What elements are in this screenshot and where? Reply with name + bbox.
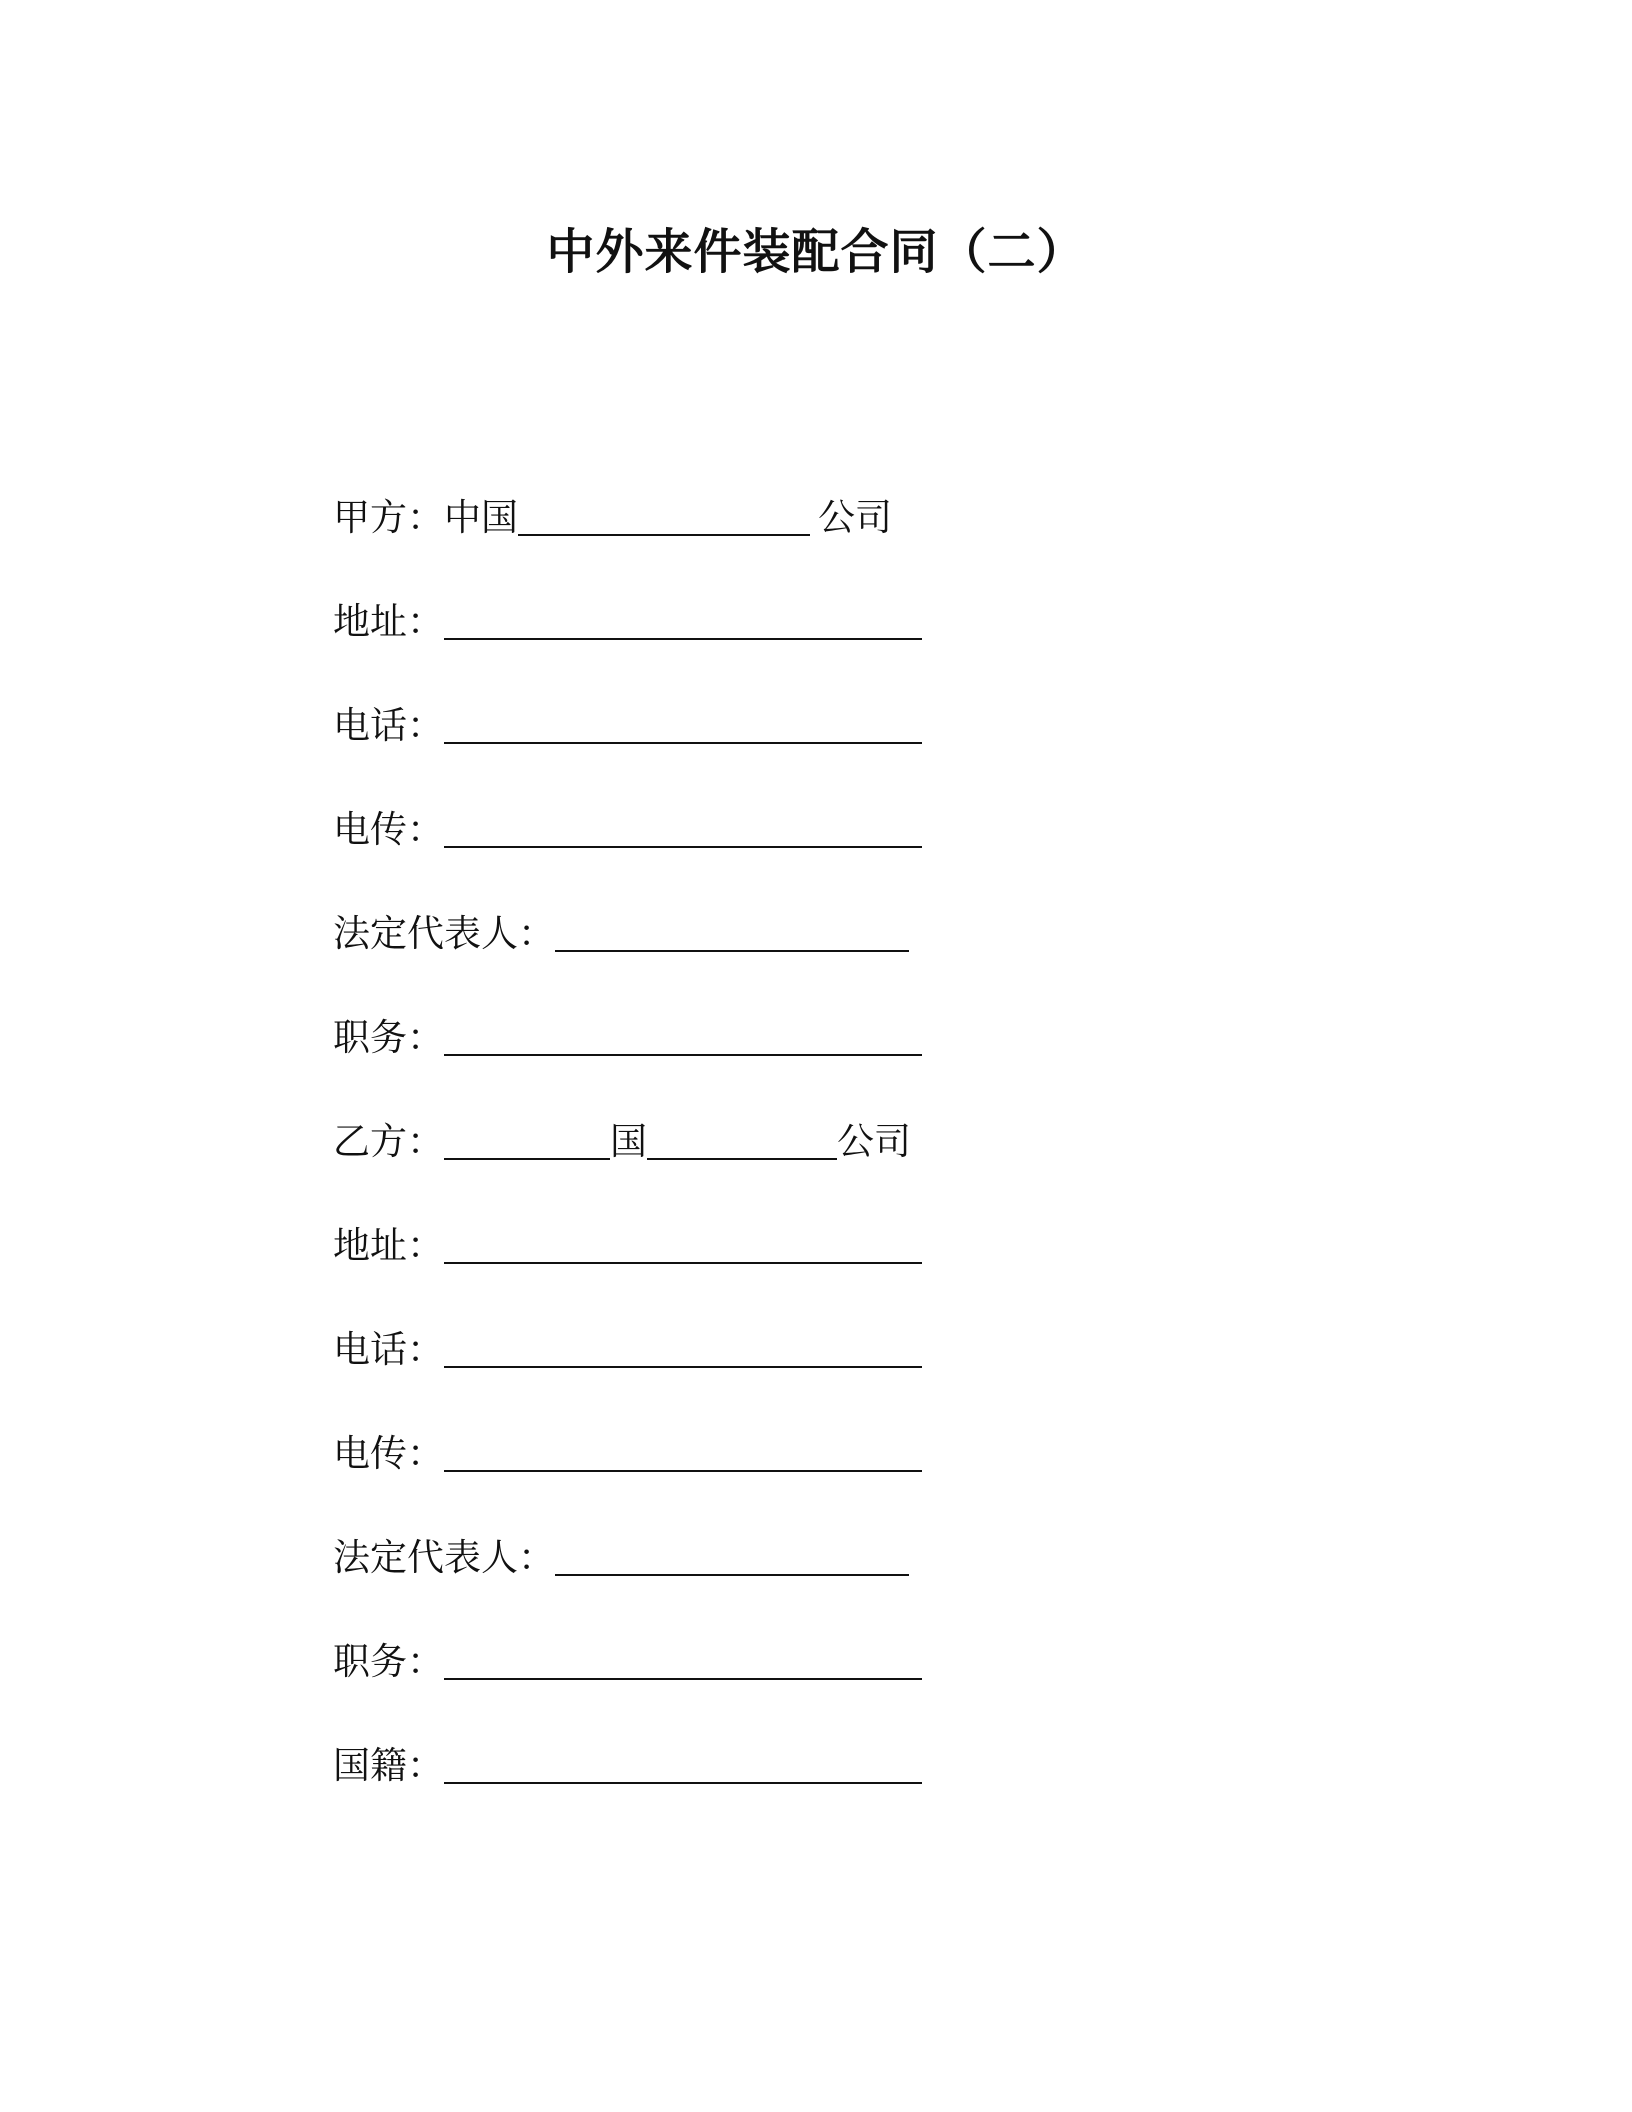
party-b-address-label: 地址： [333, 1224, 444, 1267]
party-a-fax-row [333, 800, 922, 904]
party-b-title-row [333, 1632, 922, 1736]
party-b-rep-label: 法定代表人： [333, 1536, 555, 1579]
party-a-phone-label: 电话： [333, 704, 444, 747]
party-a-name-label: 甲方： [333, 496, 444, 539]
party-a-name-blank[interactable] [518, 488, 810, 536]
party-a-name-row [333, 488, 922, 592]
party-b-fax-blank[interactable] [444, 1424, 922, 1472]
party-b-title-label: 职务： [333, 1640, 444, 1683]
party-a-fax-label: 电传： [333, 808, 444, 851]
party-a-phone-row [333, 696, 922, 800]
party-a-name-prefix: 中国 [444, 496, 518, 539]
document-title: 中外来件装配合同（二） [546, 224, 1086, 280]
party-b-phone-label: 电话： [333, 1328, 444, 1371]
party-a-phone-blank[interactable] [444, 696, 922, 744]
party-b-name-label: 乙方： [333, 1120, 444, 1163]
party-a-name-suffix: 公司 [818, 496, 892, 539]
party-b-company-blank[interactable] [647, 1112, 837, 1160]
party-b-address-row [333, 1216, 922, 1320]
party-b-country-blank[interactable] [444, 1112, 610, 1160]
party-b-nationality-row [333, 1736, 922, 1840]
party-b-nationality-blank[interactable] [444, 1736, 922, 1784]
party-a-fax-blank[interactable] [444, 800, 922, 848]
party-a-address-row [333, 592, 922, 696]
party-b-title-blank[interactable] [444, 1632, 922, 1680]
party-b-rep-blank[interactable] [555, 1528, 909, 1576]
party-a-rep-label: 法定代表人： [333, 912, 555, 955]
party-a-title-blank[interactable] [444, 1008, 922, 1056]
party-b-name-suffix: 公司 [837, 1120, 911, 1163]
party-b-fax-row [333, 1424, 922, 1528]
party-a-address-blank[interactable] [444, 592, 922, 640]
party-a-title-row [333, 1008, 922, 1112]
party-a-rep-blank[interactable] [555, 904, 909, 952]
party-b-rep-row [333, 1528, 922, 1632]
party-b-name-row [333, 1112, 922, 1216]
party-b-fax-label: 电传： [333, 1432, 444, 1475]
party-b-name-middle: 国 [610, 1120, 647, 1163]
party-a-rep-row [333, 904, 922, 1008]
party-a-address-label: 地址： [333, 600, 444, 643]
party-a-title-label: 职务： [333, 1016, 444, 1059]
party-b-nationality-label: 国籍： [333, 1744, 444, 1787]
party-b-phone-blank[interactable] [444, 1320, 922, 1368]
party-b-address-blank[interactable] [444, 1216, 922, 1264]
party-fields [333, 488, 922, 1840]
party-b-phone-row [333, 1320, 922, 1424]
